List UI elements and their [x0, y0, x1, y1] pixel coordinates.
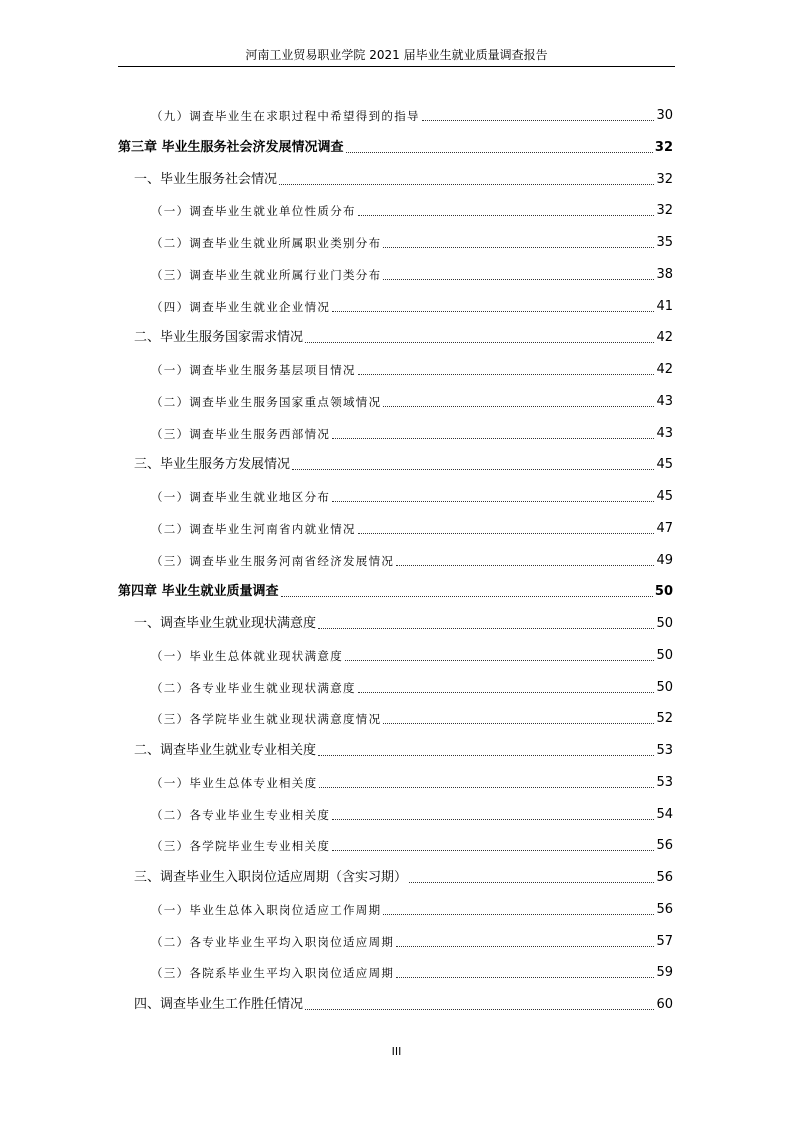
toc-entry-label: （三）各学院毕业生就业现状满意度情况: [151, 712, 382, 726]
toc-dot-leader: [305, 342, 654, 343]
toc-entry-page-number: 43: [656, 426, 673, 441]
toc-entry-label: 三、调查毕业生入职岗位适应周期（含实习期）: [134, 870, 408, 885]
toc-entry-page-number: 49: [656, 553, 673, 568]
toc-subsection-entry[interactable]: [151, 806, 673, 824]
toc-dot-leader: [358, 533, 655, 534]
toc-entry-page-number: 60: [656, 997, 673, 1012]
toc-entry-label: （三）各院系毕业生平均入职岗位适应周期: [151, 966, 395, 980]
toc-dot-leader: [383, 914, 654, 915]
toc-entry-label: （九）调查毕业生在求职过程中希望得到的指导: [151, 109, 420, 123]
toc-entry-page-number: 43: [656, 394, 673, 409]
toc-subsection-entry[interactable]: [151, 774, 673, 792]
toc-entry-label: （三）调查毕业生就业所属行业门类分布: [151, 268, 382, 282]
toc-entry-page-number: 52: [656, 711, 673, 726]
toc-entry-label: （二）调查毕业生河南省内就业情况: [151, 522, 356, 536]
toc-subsection-entry[interactable]: [151, 679, 673, 697]
toc-chapter-entry[interactable]: [118, 139, 673, 157]
toc-entry-label: （一）毕业生总体入职岗位适应工作周期: [151, 903, 382, 917]
toc-entry-page-number: 53: [656, 775, 673, 790]
toc-entry-page-number: 45: [656, 489, 673, 504]
toc-subsection-entry[interactable]: [151, 964, 673, 982]
toc-subsection-entry[interactable]: [151, 710, 673, 728]
toc-section-entry[interactable]: [134, 329, 673, 347]
toc-dot-leader: [319, 787, 654, 788]
toc-entry-label: （一）调查毕业生就业单位性质分布: [151, 204, 356, 218]
toc-entry-label: （一）调查毕业生服务基层项目情况: [151, 363, 356, 377]
toc-entry-label: 四、调查毕业生工作胜任情况: [134, 997, 304, 1012]
toc-subsection-entry[interactable]: [151, 647, 673, 665]
toc-entry-page-number: 32: [656, 203, 673, 218]
toc-entry-label: 第四章 毕业生就业质量调查: [118, 584, 279, 599]
toc-subsection-entry[interactable]: [151, 202, 673, 220]
toc-dot-leader: [279, 184, 654, 185]
toc-dot-leader: [358, 692, 655, 693]
toc-entry-page-number: 50: [656, 616, 673, 631]
page-number: III: [391, 1045, 402, 1058]
toc-entry-page-number: 41: [656, 299, 673, 314]
toc-dot-leader: [396, 977, 654, 978]
toc-dot-leader: [383, 279, 654, 280]
toc-entry-label: （四）调查毕业生就业企业情况: [151, 300, 331, 314]
toc-subsection-entry[interactable]: [151, 393, 673, 411]
toc-dot-leader: [318, 755, 654, 756]
toc-entry-page-number: 53: [656, 743, 673, 758]
toc-dot-leader: [332, 850, 654, 851]
running-header: 河南工业贸易职业学院 2021 届毕业生就业质量调查报告: [245, 48, 548, 62]
toc-entry-page-number: 42: [656, 362, 673, 377]
toc-entry-page-number: 38: [656, 267, 673, 282]
toc-entry-label: 二、毕业生服务国家需求情况: [134, 330, 304, 345]
toc-dot-leader: [409, 882, 654, 883]
toc-dot-leader: [281, 596, 653, 597]
toc-subsection-entry[interactable]: [151, 266, 673, 284]
toc-entry-page-number: 56: [656, 870, 673, 885]
toc-entry-page-number: 47: [656, 521, 673, 536]
toc-entry-label: 一、毕业生服务社会情况: [134, 172, 278, 187]
toc-entry-page-number: 35: [656, 235, 673, 250]
toc-entry-page-number: 59: [656, 965, 673, 980]
toc-entry-page-number: 50: [656, 680, 673, 695]
toc-chapter-entry[interactable]: [118, 583, 673, 601]
toc-entry-page-number: 56: [656, 838, 673, 853]
toc-entry-label: （一）毕业生总体就业现状满意度: [151, 649, 343, 663]
toc-dot-leader: [358, 374, 655, 375]
toc-subsection-entry[interactable]: [151, 488, 673, 506]
toc-dot-leader: [358, 215, 655, 216]
toc-entry-page-number: 42: [656, 330, 673, 345]
toc-entry-label: 二、调查毕业生就业专业相关度: [134, 743, 317, 758]
toc-subsection-entry[interactable]: [151, 552, 673, 570]
toc-entry-label: （三）各学院毕业生专业相关度: [151, 839, 331, 853]
toc-dot-leader: [383, 723, 654, 724]
toc-subsection-entry[interactable]: [151, 837, 673, 855]
toc-entry-page-number: 32: [656, 172, 673, 187]
toc-section-entry[interactable]: [134, 456, 673, 474]
toc-subsection-entry[interactable]: [151, 298, 673, 316]
toc-subsection-entry[interactable]: [151, 425, 673, 443]
toc-dot-leader: [332, 311, 654, 312]
toc-dot-leader: [332, 438, 654, 439]
toc-dot-leader: [318, 628, 654, 629]
toc-dot-leader: [396, 946, 654, 947]
toc-entry-page-number: 57: [656, 934, 673, 949]
toc-subsection-entry[interactable]: [151, 361, 673, 379]
toc-dot-leader: [383, 406, 654, 407]
toc-subsection-entry[interactable]: [151, 933, 673, 951]
toc-entry-page-number: 32: [654, 140, 673, 155]
toc-entry-label: （三）调查毕业生服务西部情况: [151, 427, 331, 441]
toc-dot-leader: [396, 565, 654, 566]
toc-dot-leader: [332, 501, 654, 502]
toc-subsection-entry[interactable]: [151, 234, 673, 252]
toc-entry-page-number: 56: [656, 902, 673, 917]
toc-entry-page-number: 54: [656, 807, 673, 822]
toc-subsection-entry[interactable]: [151, 520, 673, 538]
toc-section-entry[interactable]: [134, 171, 673, 189]
toc-section-entry[interactable]: [134, 742, 673, 760]
toc-dot-leader: [332, 819, 654, 820]
toc-entry-label: 一、调查毕业生就业现状满意度: [134, 616, 317, 631]
toc-dot-leader: [346, 152, 653, 153]
toc-entry-label: 第三章 毕业生服务社会济发展情况调查: [118, 140, 344, 155]
toc-entry-label: （一）毕业生总体专业相关度: [151, 776, 318, 790]
toc-entry-label: （二）调查毕业生服务国家重点领域情况: [151, 395, 382, 409]
toc-dot-leader: [383, 247, 654, 248]
toc-entry-label: 三、毕业生服务方发展情况: [134, 457, 291, 472]
toc-dot-leader: [292, 469, 654, 470]
toc-section-entry[interactable]: [134, 615, 673, 633]
toc-section-entry[interactable]: [134, 996, 673, 1014]
toc-section-entry[interactable]: [134, 869, 673, 887]
toc-subsection-entry[interactable]: [151, 107, 673, 125]
toc-entry-page-number: 50: [654, 584, 673, 599]
toc-entry-label: （二）各专业毕业生平均入职岗位适应周期: [151, 935, 395, 949]
toc-entry-label: （二）各专业毕业生专业相关度: [151, 808, 331, 822]
toc-entry-label: （二）调查毕业生就业所属职业类别分布: [151, 236, 382, 250]
toc-subsection-entry[interactable]: [151, 901, 673, 919]
toc-entry-page-number: 50: [656, 648, 673, 663]
toc-entry-page-number: 45: [656, 457, 673, 472]
toc-dot-leader: [422, 120, 655, 121]
toc-entry-page-number: 30: [656, 108, 673, 123]
toc-entry-label: （一）调查毕业生就业地区分布: [151, 490, 331, 504]
toc-entry-label: （三）调查毕业生服务河南省经济发展情况: [151, 554, 395, 568]
toc-entry-label: （二）各专业毕业生就业现状满意度: [151, 681, 356, 695]
toc-dot-leader: [305, 1009, 654, 1010]
toc-dot-leader: [345, 660, 654, 661]
